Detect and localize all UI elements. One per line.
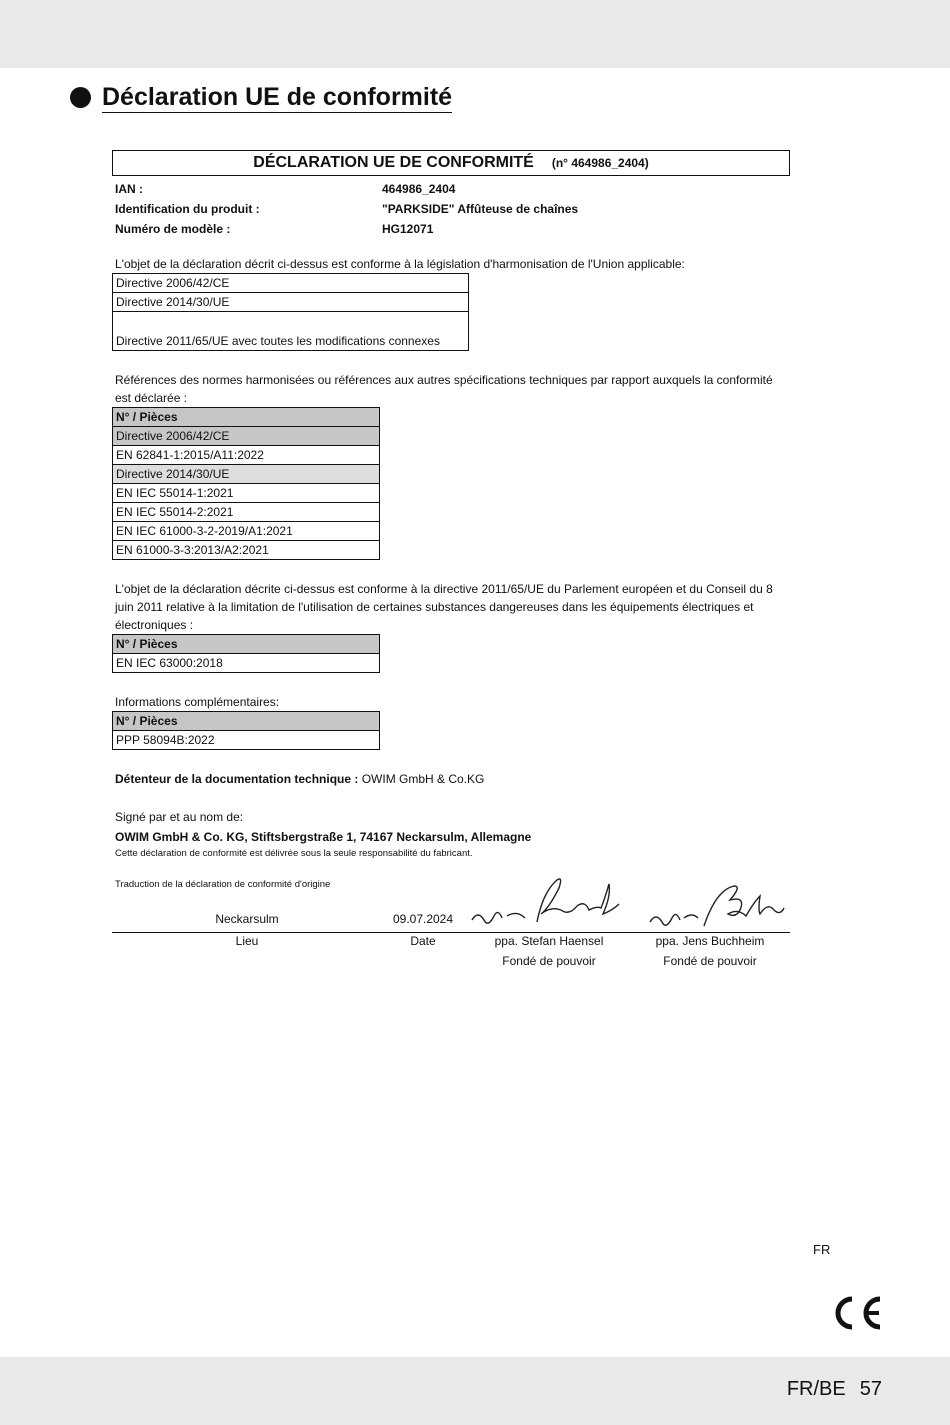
standard-cell: PPP 58094B:2022 (113, 731, 380, 750)
footer-language: FR/BE (786, 1378, 846, 1400)
table-header: N° / Pièces (113, 635, 380, 654)
signature-block (112, 912, 790, 972)
info-table (112, 711, 380, 750)
declaration-heading (112, 150, 790, 176)
field-model (112, 219, 790, 239)
field-ian (112, 179, 790, 199)
standards-intro: Références des normes harmonisées ou références aux autres spécifications techniques par rapport auxquels la conformité est déclarée : (115, 373, 773, 405)
rohs-table (112, 634, 380, 673)
page-title (70, 82, 452, 113)
page-title-text: Déclaration UE de conformité (102, 83, 453, 111)
standard-cell: Directive 2014/30/UE (113, 465, 380, 484)
signer1-role: Fondé de pouvoir (502, 954, 596, 968)
field-product (112, 199, 790, 219)
table-row (113, 465, 380, 484)
signer2-name: ppa. Jens Buchheim (655, 934, 765, 948)
table-row (113, 274, 469, 293)
standard-cell: EN 61000-3-3:2013/A2:2021 (113, 541, 380, 560)
directive-cell: Directive 2011/65/UE avec toutes les modifications connexes (113, 312, 469, 351)
field-label: Numéro de modèle : (115, 222, 231, 236)
responsibility-note: Cette déclaration de conformité est délivrée sous la seule responsabilité du fabricant. (115, 848, 473, 859)
directives-table (112, 273, 469, 351)
legislation-intro: L'objet de la déclaration décrit ci-dessus est conforme à la législation d'harmonisation de l'Union applicable: (115, 257, 685, 271)
table-header-row (113, 712, 380, 731)
page-footer (787, 1378, 882, 1401)
translation-note: Traduction de la déclaration de conformité d'origine (115, 879, 331, 890)
signature-buchheim (644, 876, 794, 936)
bullet-icon (70, 87, 91, 108)
table-row (113, 427, 380, 446)
place-label: Lieu (235, 934, 259, 948)
field-value: "PARKSIDE" Affûteuse de chaînes (382, 202, 579, 216)
language-marker: FR (813, 1242, 831, 1257)
signed-label: Signé par et au nom de: (115, 810, 244, 824)
table-row (113, 522, 380, 541)
field-value: HG12071 (382, 222, 434, 236)
date-value: 09.07.2024 (392, 912, 454, 926)
signer2-role: Fondé de pouvoir (663, 954, 757, 968)
table-row (113, 446, 380, 465)
field-value: 464986_2404 (382, 182, 456, 196)
product-fields (112, 179, 790, 239)
signature-haensel (467, 872, 627, 936)
place-value: Neckarsulm (215, 912, 279, 926)
table-row (113, 312, 469, 351)
standards-table (112, 407, 380, 560)
table-row (113, 503, 380, 522)
top-band (0, 0, 950, 68)
table-row (113, 541, 380, 560)
field-label: Identification du produit : (115, 202, 260, 216)
table-row (113, 293, 469, 312)
ce-mark-icon (830, 1293, 886, 1333)
signer1-name: ppa. Stefan Haensel (494, 934, 604, 948)
directive-cell: Directive 2014/30/UE (113, 293, 469, 312)
info-label: Informations complémentaires: (115, 695, 280, 709)
table-header-row (113, 408, 380, 427)
doc-holder-value: OWIM GmbH & Co.KG (361, 772, 485, 786)
rohs-intro: L'objet de la déclaration décrite ci-dessus est conforme à la directive 2011/65/UE du Parlement européen et du Conseil du 8 juin 2011 relative à la limitation de l'utilisation de certaines substances dangereuses dans les équipements électriques et électroniques : (115, 582, 773, 632)
signed-company: OWIM GmbH & Co. KG, Stiftsbergstraße 1, 74167 Neckarsulm, Allemagne (115, 830, 532, 844)
standard-cell: Directive 2006/42/CE (113, 427, 380, 446)
doc-holder-label: Détenteur de la documentation technique : (115, 772, 359, 786)
table-row (113, 484, 380, 503)
standard-cell: EN 62841-1:2015/A11:2022 (113, 446, 380, 465)
page-number: 57 (859, 1378, 882, 1400)
standard-cell: EN IEC 61000-3-2-2019/A1:2021 (113, 522, 380, 541)
declaration-heading-text: DÉCLARATION UE DE CONFORMITÉ (253, 154, 534, 171)
table-header-row (113, 635, 380, 654)
table-header: N° / Pièces (113, 408, 380, 427)
signature-line (112, 932, 790, 933)
field-label: IAN : (115, 182, 143, 196)
standard-cell: EN IEC 63000:2018 (113, 654, 380, 673)
doc-holder (112, 770, 790, 788)
date-label: Date (410, 934, 436, 948)
table-row (113, 731, 380, 750)
table-header: N° / Pièces (113, 712, 380, 731)
declaration-reference: (n° 464986_2404) (551, 156, 649, 170)
declaration-document (112, 150, 790, 972)
table-row (113, 654, 380, 673)
standard-cell: EN IEC 55014-2:2021 (113, 503, 380, 522)
standard-cell: EN IEC 55014-1:2021 (113, 484, 380, 503)
directive-cell: Directive 2006/42/CE (113, 274, 469, 293)
